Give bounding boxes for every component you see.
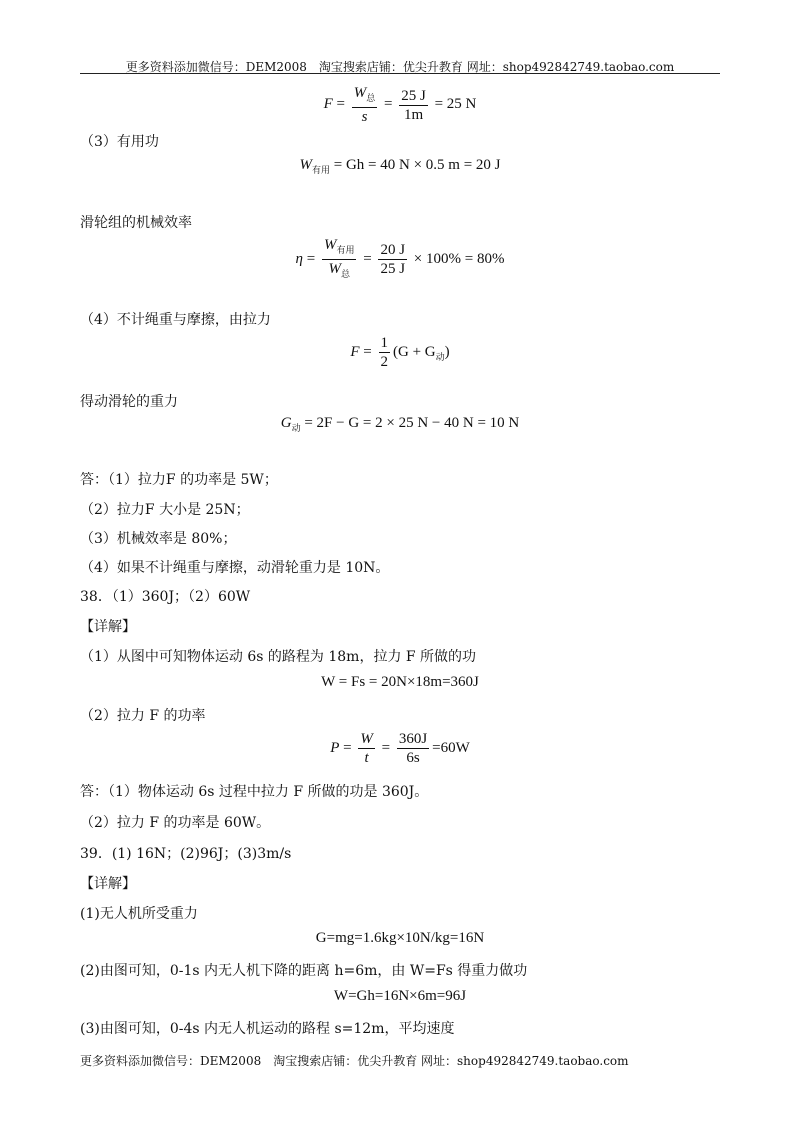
q38-line2: （2）拉力 F 的功率 (80, 708, 206, 724)
q38-title: 38．（1）360J；（2）60W (80, 589, 251, 605)
header-rule (80, 73, 720, 74)
step4-label: （4）不计绳重与摩擦，由拉力 (80, 312, 271, 328)
equation-useful-work: $W_{有用} = Gh = 40$ N × 0.5 m = 20 J (299, 157, 501, 175)
q39-detail-heading: 【详解】 (80, 876, 136, 892)
answer-37-3: （3）机械效率是 80%； (80, 531, 237, 547)
step3-label: （3）有用功 (80, 134, 159, 150)
dynamic-pulley-label: 得动滑轮的重力 (80, 394, 178, 410)
q39-title: 39．(1) 16N；(2)96J；(3)3m/s (80, 846, 292, 862)
equation-efficiency: η = $\frac{W_{有用}}{W_总}$ = $\frac{20 J}{25 J}$ × 100% = 80% (295, 237, 505, 279)
efficiency-label: 滑轮组的机械效率 (80, 215, 192, 231)
answer-37-1: 答：（1）拉力F 的功率是 5W； (80, 472, 278, 488)
q38-answer1: 答：（1）物体运动 6s 过程中拉力 F 所做的功是 360J。 (80, 784, 429, 800)
q38-line1: （1）从图中可知物体运动 6s 的路程为 18m，拉力 F 所做的功 (80, 649, 477, 665)
q38-equation-work: W = Fs = 20N×18m=360J (321, 674, 479, 690)
q38-answer2: （2）拉力 F 的功率是 60W。 (80, 815, 271, 831)
equation-force: F = $\frac{W_总}{s}$ = $\frac{25 J}{1m}$ = 25 N (323, 85, 477, 125)
q39-line3: (3)由图可知，0-4s 内无人机运动的路程 s=12m，平均速度 (80, 1021, 455, 1037)
q38-equation-power: P = $\frac{W}{t}$ = $\frac{360J}{6s}$ =60W (330, 731, 470, 766)
q38-detail-heading: 【详解】 (80, 619, 136, 635)
equation-pulley-weight: $G_动 = 2F - G = 2 \times 25$ N − 40 N = 10 N (280, 415, 520, 433)
q39-line2: (2)由图可知，0-1s 内无人机下降的距离 h=6m，由 W=Fs 得重力做功 (80, 963, 528, 979)
page-header: 更多资料添加微信号：DEM2008 淘宝搜索店铺：优尖升教育 网址：shop492842749.taobao.com (125, 60, 675, 74)
q39-equation-gravity: G=mg=1.6kg×10N/kg=16N (315, 930, 485, 946)
page-footer: 更多资料添加微信号：DEM2008 淘宝搜索店铺：优尖升教育 网址：shop492842749.taobao.com (80, 1054, 629, 1068)
equation-pull-force: F = $\frac{1}{2}$ $(G + G_动)$ (350, 335, 450, 370)
answer-37-2: （2）拉力F 大小是 25N； (80, 502, 250, 518)
q39-equation-work: W=Gh=16N×6m=96J (333, 988, 467, 1004)
q39-line1: (1)无人机所受重力 (80, 906, 198, 922)
answer-37-4: （4）如果不计绳重与摩擦，动滑轮重力是 10N。 (80, 560, 390, 576)
